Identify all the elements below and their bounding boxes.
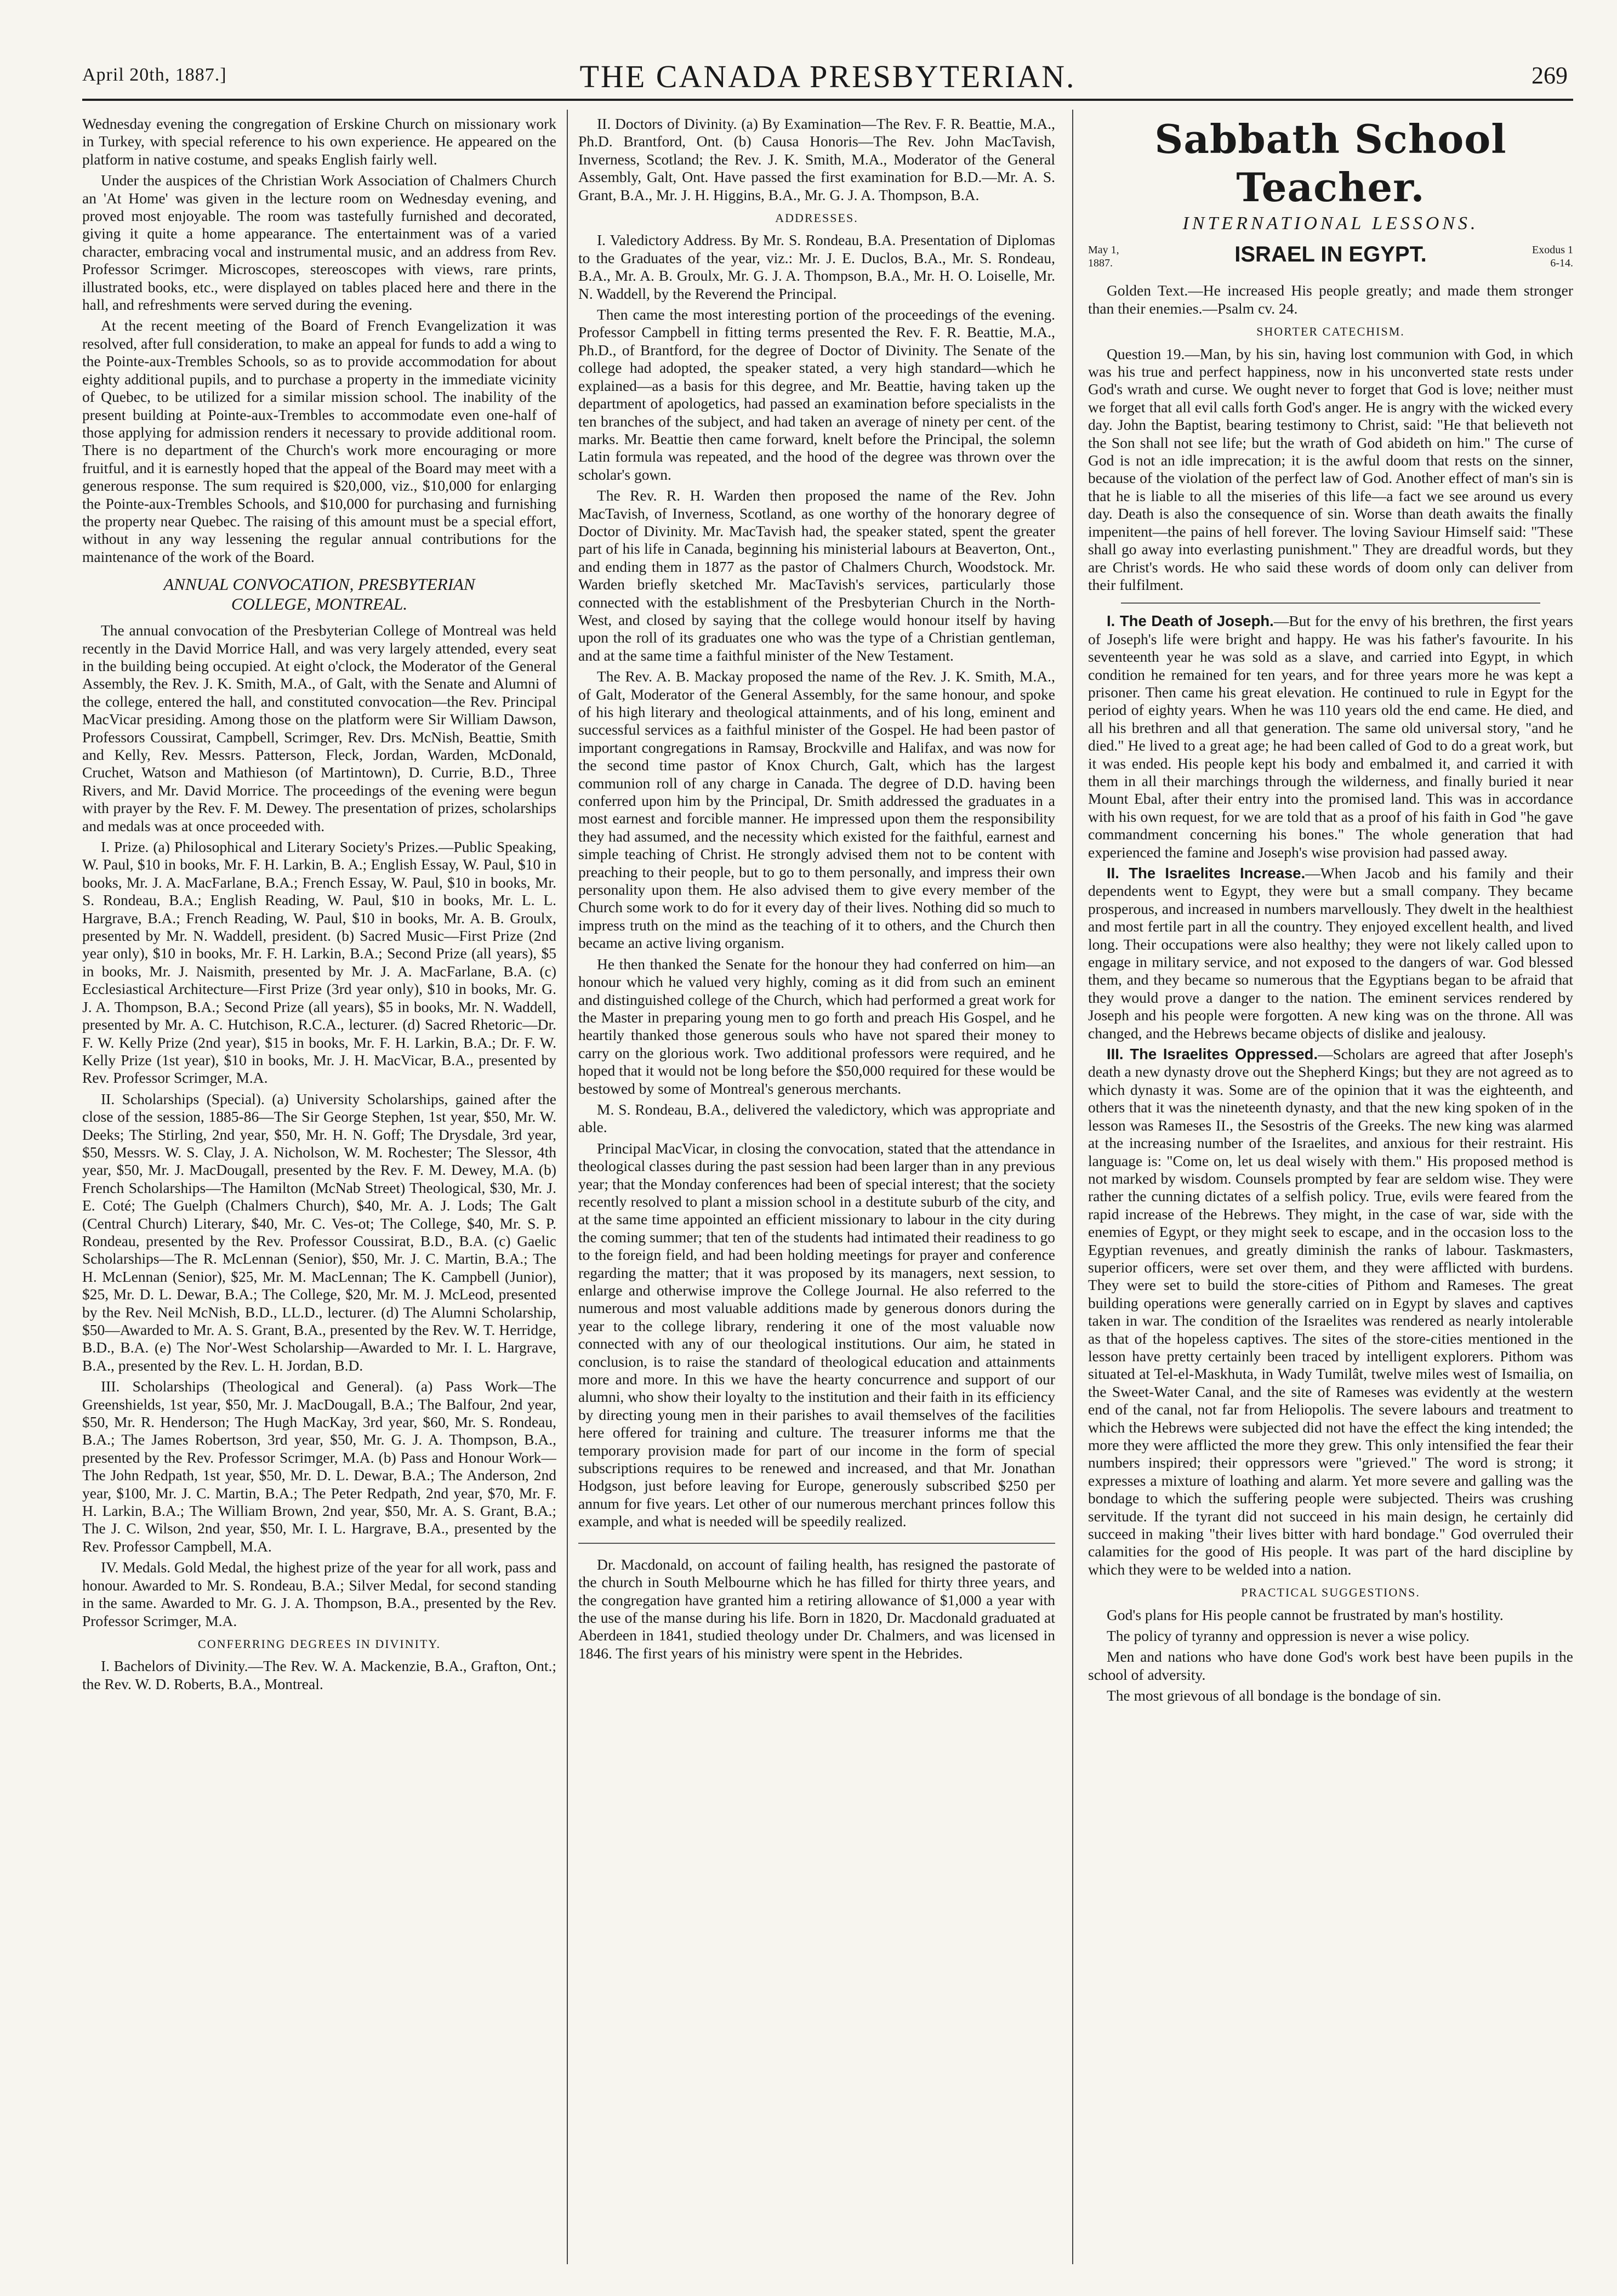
golden-text: Golden Text.—He increased His people greatly; and made them stronger than their enemies.—Psalm cv. 24. — [1088, 282, 1573, 317]
paragraph: II. Doctors of Divinity. (a) By Examination—The Rev. F. R. Beattie, M.A., Ph.D. Brantford, Ont. (b) Causa Honoris—The Rev. John MacTavish, Inverness, Scotland; the Rev. J. K. Smith, M.A., Moderator of the General Assembly, Galt, Ont. Have passed the first examination for B.D.—Mr. A. S. Grant, B.A., Mr. J. H. Higgins, B.A., Mr. G. J. A. Thompson, B.A. — [578, 115, 1055, 203]
paragraph: Question 19.—Man, by his sin, having lost communion with God, in which was his true and perfect happiness, now in his unconverted state rests under God's wrath and curse. We ought never to forget that God is love; neither must we forget that all evil calls forth God's anger. He is angry with the wicked every day. John the Baptist, bearing testimony to Christ, said: "He that believeth not the Son shall not see life; but the wrath of God abideth on him." The curse of God is not an idle imprecation; it is the awful doom that rests on the sinner, because of the violation of the perfect law of God. Another effect of man's sin is that he is liable to all the miseries of this life—a fact we see around us every day. Death is also the consequence of sin. Worse than death awaits the finally impenitent—the pains of hell forever. The loving Saviour Himself said: "These shall go away into everlasting punishment." They are dreadful words, but they are Christ's words. He who said these words of doom only can deliver from their fulfilment. — [1088, 345, 1573, 593]
paragraph: Principal MacVicar, in closing the convocation, stated that the attendance in theological classes during the past session had been larger than in any previous year; that the Monday conferences had been of special interest; that the society recently resolved to plant a mission school in a destitute suburb of the city, and at the same time appointed an efficient missionary to labour in the city during the coming summer; that ten of the students had intimated their readiness to go to the foreign field, and had been holding meetings for prayer and conference regarding the matter; that it was proposed by its managers, next session, to enlarge and otherwise improve the College Journal. He also referred to the numerous and most valuable additions made by generous donors during the year to the college library, rendering it one of the most valuable now connected with any of our theological institutions. Our aim, he stated in conclusion, is to raise the standard of theological education and attainments more and more. In this we have the hearty concurrence and support of our alumni, who show their loyalty to the institution and their faith in its efficiency by directing young men in their parishes to avail themselves of the facilities here offered for training and culture. The treasurer informs me that the temporary provision made for part of our income in the form of special subscriptions requires to be renewed and increased, and that Mr. Jonathan Hodgson, just before leaving for Europe, generously subscribed $250 per annum for five years. Let other of our numerous merchant princes follow this example, and what is needed will be speedily realized. — [578, 1139, 1055, 1530]
paragraph: I. Valedictory Address. By Mr. S. Rondeau, B.A. Presentation of Diplomas to the Graduates of the year, viz.: Mr. J. E. Duclos, B.A., Mr. S. Rondeau, B.A., Mr. A. B. Groulx, Mr. G. J. A. Thompson, B.A., Mr. H. O. Loiselle, Mr. N. Waddell, by the Reverend the Principal. — [578, 231, 1055, 302]
paragraph: Dr. Macdonald, on account of failing health, has resigned the pastorate of the church in South Melbourne which he has filled for thirty three years, and the congregation have granted him a retiring allowance of $1,000 a year with the use of the manse during his life. Born in 1820, Dr. Macdonald graduated at Aberdeen in 1841, studied theology under Dr. Chalmers, and was licensed in 1846. The first years of his ministry were spent in the Hebrides. — [578, 1555, 1055, 1662]
lesson-reference — [1532, 243, 1573, 270]
paragraph: Then came the most interesting portion of the proceedings of the evening. Professor Campbell in fitting terms presented the Rev. F. R. Beattie, M.A., Ph.D., of Brantford, for the degree of Doctor of Divinity. The Senate of the college had adopted, the speaker stated, a very high standard—which he explained—as a basis for this degree, and Mr. Beattie, having taken up the department of apologetics, had passed an examination before specialists in the ten branches of the subject, and had taken an average of ninety per cent. of the marks. Mr. Beattie then came forward, knelt before the Principal, the solemn Latin formula was repeated, and the hood of the degree was thrown over the scholar's gown. — [578, 306, 1055, 483]
paragraph: M. S. Rondeau, B.A., delivered the valedictory, which was appropriate and able. — [578, 1100, 1055, 1136]
lesson-point-heading: II. The Israelites Increase. — [1107, 865, 1306, 882]
issue-date: April 20th, 1887.] — [82, 65, 227, 85]
section-title-line: COLLEGE, MONTREAL. — [231, 594, 408, 614]
lesson-date-line: 1887. — [1088, 257, 1113, 270]
paragraph-text: —But for the envy of his brethren, the first years of Joseph's life were bright and happy. He was his father's favourite. In his seventeenth year he was sold as a slave, and carried into Egypt, in which condition he remained for ten years, and for three years more he was kept a prisoner. Then came his great elevation. He continued to rule in Egypt for the period of eighty years. When he was 110 years old the end came. He died, and all his brethren and all that generation. The same old universal story, "and he died." He lived to a great age; he had been called of God to do a great work, but it was ended. His people kept his body and embalmed it, and carried it with them in all their marchings through the wilderness, and finally buried it near Mount Ebal, after their entry into the promised land. This was in accordance with his own request, for we are told that as a proof of his faith in God "he gave commandment concerning his bones." The whole generation that had experienced the famine and Joseph's wise provision had passed away. — [1088, 612, 1573, 861]
column-divider — [567, 110, 568, 2264]
divider — [1121, 603, 1540, 604]
subheading: PRACTICAL SUGGESTIONS. — [1241, 1585, 1420, 1600]
section-title — [82, 575, 556, 614]
paragraph: Under the auspices of the Christian Work Association of Chalmers Church an 'At Home' was given in the lecture room on Wednesday evening, and proved most enjoyable. The room was tastefully furnished and decorated, giving it quite a home appearance. The entertainment was of a varied character, embracing vocal and instrumental music, and an address from Rev. Professor Scrimger. Microscopes, stereoscopes with views, rare prints, illustrated books, etc., were displayed on tables placed here and there in the hall, and refreshments were served during the evening. — [82, 172, 556, 314]
paragraph: The Rev. A. B. Mackay proposed the name of the Rev. J. K. Smith, M.A., of Galt, Moderator of the General Assembly, for the same honour, and spoke of his high literary and theological attainments, and of his long, eminent and successful services as a faithful minister of the Gospel. He had been pastor of important congregations in Ramsay, Brockville and Halifax, and was now for the second time pastor of Knox Church, Galt, which has the largest communion roll of any charge in Canada. The degree of D.D. having been conferred upon him by the Principal, Dr. Smith addressed the graduates in a most earnest and forcible manner. He impressed upon them the responsibility they had assumed, and the necessity which existed for the faithful, earnest and simple teaching of Christ. He strongly advised them not to be content with preaching to their people, but to go to them personally, and impress their own personality upon them. He also advised them to give every member of the Church some work to do for it every day of their lives. Nothing did so much to impress truth on the mind as the teaching of it to others, and the Church then became an active living organism. — [578, 668, 1055, 952]
suggestion: The most grievous of all bondage is the bondage of sin. — [1107, 1687, 1442, 1704]
paragraph-text: —Scholars are agreed that after Joseph's death a new dynasty drove out the Shepherd Kings; but they are not agreed as to which dynasty it was. Some are of the opinion that it was the eighteenth, and others that it was the nineteenth dynasty, and that the new king spoken of in the lesson was Rameses II., the Sesostris of the Greeks. The new king was alarmed at the increasing number of the Israelites, and anxious for their restraint. His language is: "Come on, let us deal wisely with them." His proposed method is not marked by wisdom. Counsels prompted by fear are seldom wise. They were rather the cunning dictates of a selfish policy. True, evils were feared from the rapid increase of the Hebrews. They might, in the case of war, side with the enemies of Egypt, or they might seek to escape, and in the occasion loss to the Egyptian revenues, and greatly diminish the ranks of labour. Taskmasters, superior officers, were set over them, and they were afflicted with burdens. They were set to build the store-cities of Pithom and Rameses. The great building operations were generally carried on in Egypt by slaves and captives taken in war. The condition of the Israelites was rendered as nearly intolerable as that of the hopeless captives. The sites of the store-cities mentioned in the lesson have pretty certainly been traced by intelligent explorers. Pithom was situated at Tel-el-Maskhuta, in Wady Tumilât, twelve miles west of Ismailia, on the Sweet-Water Canal, and the site of Rameses was evidently at the western end of the canal, not far from Heliopolis. The severe labours and treatment to which the Hebrews were subjected did not have the effect the king intended; the more they were afflicted the more they grew. This only intensified the fear their numbers inspired; their oppressors were "grieved." The word is strong; it expresses a mixture of loathing and alarm. Yet more severe and galling was the bondage to which the suffering people were subjected. Theirs was crushing servitude. If the tyrant did not succeed in his main design, he certainly did succeed in making "their lives bitter with hard bondage." God overruled their calamities for the good of His people. It was part of the hard discipline by which they were to be welded into a nation. — [1088, 1045, 1573, 1578]
lesson-point-heading: I. The Death of Joseph. — [1107, 612, 1274, 630]
paragraph: The Rev. R. H. Warden then proposed the name of the Rev. John MacTavish, of Inverness, Scotland, as one worthy of the honorary degree of Doctor of Divinity. Mr. MacTavish had, the speaker stated, spent the greater part of his life in Canada, beginning his ministerial labours at Beaverton, Ont., and ending them in 1877 as the pastor of Chalmers Church, Woodstock. Mr. Warden briefly sketched Mr. MacTavish's services, particularly those connected with the establishment of the Presbyterian Church in the North-West, and closed by saying that the college would honour itself by having upon the roll of its graduates one who was the type of a Christian gentleman, and at the same time a faithful minister of the New Testament. — [578, 487, 1055, 664]
paragraph — [1088, 1045, 1573, 1578]
suggestion: God's plans for His people cannot be frustrated by man's hostility. — [1107, 1606, 1504, 1623]
paragraph: I. Bachelors of Divinity.—The Rev. W. A. Mackenzie, B.A., Grafton, Ont.; the Rev. W. D. Roberts, B.A., Montreal. — [82, 1657, 556, 1692]
lesson-title: ISRAEL IN EGYPT. — [1234, 242, 1427, 267]
column-left — [82, 115, 556, 2264]
section-subtitle: INTERNATIONAL LESSONS. — [1182, 213, 1479, 234]
lesson-reference-line: Exodus 1 — [1532, 244, 1573, 257]
paragraph: I. Prize. (a) Philosophical and Literary Society's Prizes.—Public Speaking, W. Paul, $10 in books, Mr. F. H. Larkin, B. A.; English Essay, W. Paul, $10 in books, Mr. J. A. MacFarlane, B.A.; French Essay, W. Paul, $10 in books, Mr. S. Rondeau, B.A.; English Reading, W. Paul, $10 in books, Mr. L. L. Hargrave, B.A.; French Reading, W. Paul, $10 in books, Mr. A. B. Groulx, presented by Mr. N. Waddell, president. (b) Sacred Music—First Prize (2nd year only), $10 in books, Mr. F. H. Larkin, B.A.; Second Prize (all years), $5 in books, Mr. J. Naismith, presented by Mr. J. A. MacFarlane, B.A. (c) Ecclesiastical Architecture—First Prize (3rd year only), $10 in books, Mr. G. J. A. Thompson, B.A.; Second Prize (all years), $5 in books, Mr. N. Waddell, presented by Mr. A. C. Hutchison, R.C.A., lecturer. (d) Sacred Rhetoric—Dr. F. W. Kelly Prize (2nd year), $15 in books, Mr. F. H. Larkin, B.A.; Dr. F. W. Kelly Prize (1st year), $10 in books, Mr. J. H. MacVicar, B.A., presented by Rev. Professor Scrimger, M.A. — [82, 838, 556, 1087]
suggestion: Men and nations who have done God's work best have been pupils in the school of adversity. — [1088, 1648, 1573, 1683]
divider — [578, 1543, 1055, 1544]
column-right — [1088, 115, 1573, 2264]
page-header — [82, 55, 1573, 101]
column-middle — [578, 115, 1055, 2264]
newspaper-page — [82, 55, 1573, 2270]
paragraph — [1088, 865, 1573, 1042]
paragraph: Wednesday evening the congregation of Erskine Church on missionary work in Turkey, with special reference to his own experience. He appeared on the platform in native costume, and speaks English fairly well. — [82, 115, 556, 168]
paragraph: IV. Medals. Gold Medal, the highest prize of the year for all work, pass and honour. Awarded to Mr. S. Rondeau, B.A.; Silver Medal, for second standing in the same. Awarded to Mr. G. J. A. Thompson, B.A., presented by the Rev. Professor Scrimger, M.A. — [82, 1559, 556, 1629]
paragraph: II. Scholarships (Special). (a) University Scholarships, gained after the close of the session, 1885-86—The Sir George Stephen, 1st year, $50, Mr. W. Deeks; The Stirling, 2nd year, $50, Mr. H. N. Goff; The Drysdale, 3rd year, $50, Messrs. W. S. Clay, J. A. Nicholson, W. M. Rochester; The Slessor, 4th year, $50, Mr. J. MacDougall, presented by the Rev. F. M. Dewey, M.A. (b) French Scholarships—The Hamilton (McNab Street) Theological, $30, Mr. J. E. Coté; The Guelph (Chalmers Church), $40, Mr. A. J. Lods; The Galt (Central Church) Literary, $40, Mr. C. Ves-ot; The College, $40, Mr. S. P. Rondeau, presented by the Rev. Professor Coussirat, B.D., B.A. (c) Gaelic Scholarships—The R. McLennan (Senior), $50, Mr. J. C. Martin, B.A.; The H. McLennan (Senior), $25, Mr. M. MacLennan; The K. Campbell (Junior), $25, Mr. D. L. Dewar, B.A.; The College, $20, Mr. M. J. McLeod, presented by the Rev. Neil McNish, B.D., LL.D., lecturer. (d) The Alumni Scholarship, $50—Awarded to Mr. A. S. Grant, B.A., presented by the Rev. W. T. Herridge, B.D., B.A. (e) The Nor'-West Scholarship—Awarded to Mr. I. L. Hargrave, B.A., presented by the Rev. L. H. Jordan, B.D. — [82, 1090, 556, 1374]
masthead-title: THE CANADA PRESBYTERIAN. — [579, 59, 1076, 94]
paragraph: He then thanked the Senate for the honour they had conferred on him—an honour which he valued very highly, coming as it did from such an eminent and distinguished college of the Church, which had performed a great work for the Master in preparing young men to go forth and preach His Gospel, and he heartily thanked those generous souls who have not spared their money to carry on the glorious work. Two additional professors were required, and he hoped that it would not be long before the $50,000 required for these would be bestowed by some of Montreal's generous merchants. — [578, 955, 1055, 1097]
subheading: SHORTER CATECHISM. — [1256, 325, 1405, 339]
lesson-reference-line: 6-14. — [1550, 257, 1573, 270]
paragraph: At the recent meeting of the Board of French Evangelization it was resolved, after full consideration, to make an appeal for funds to add a wing to the Pointe-aux-Trembles Schools, so as to provide accommodation for about eighty additional pupils, and to purchase a property in the immediate vicinity of Quebec, to be utilized for a similar mission school. The inability of the present building at Pointe-aux-Trembles to accommodate even one-half of those applying for admission renders it necessary to provide additional room. There is no department of the Church's work more encouraging or more fruitful, and it is earnestly hoped that the appeal of the Board may meet with a generous response. The sum required is $20,000, viz., $10,000 for enlarging the Pointe-aux-Trembles Schools, and $10,000 for purchasing and furnishing the property near Quebec. The raising of this amount must be a special effort, without in any way lessening the regular annual contributions for the maintenance of the work of the Board. — [82, 317, 556, 565]
paragraph — [1088, 612, 1573, 861]
paragraph: The annual convocation of the Presbyterian College of Montreal was held recently in the David Morrice Hall, and was very largely attended, every seat in the building being occupied. At eight o'clock, the Moderator of the General Assembly, the Rev. J. K. Smith, M.A., of Galt, with the Senate and Alumni of the college, entered the hall, and constituted convocation—the Rev. Principal MacVicar presiding. Among those on the platform were Sir William Dawson, Professors Coussirat, Campbell, Scrimger, Rev. Drs. McNish, Beattie, Smith and Kelly, Rev. Messrs. Patterson, Fleck, Jordan, Warden, McDonald, Cruchet, Watson and Mathieson (of Martintown), D. Currie, B.D., Three Rivers, and Mr. David Morrice. The proceedings of the evening were begun with prayer by the Rev. F. M. Dewey. The presentation of prizes, scholarships and medals was at once proceeded with. — [82, 622, 556, 834]
lesson-date-line: May 1, — [1088, 244, 1119, 257]
paragraph: III. Scholarships (Theological and General). (a) Pass Work—The Greenshields, 1st year, $50, Mr. J. MacDougall, B.A.; The Balfour, 2nd year, $50, Mr. R. Henderson; The Hugh MacKay, 3rd year, $60, Mr. S. Rondeau, B.A.; The James Robertson, 3rd year, $50, Mr. G. J. A. Thompson, B.A., presented by the Rev. Professor Scrimger, M.A. (b) Pass and Honour Work—The John Redpath, 1st year, $50, Mr. D. L. Dewar, B.A.; The Anderson, 2nd year, $100, Mr. J. C. Martin, B.A.; The Peter Redpath, 2nd year, $70, Mr. F. H. Larkin, B.A.; The William Brown, 2nd year, $50, Mr. A. S. Grant, B.A.; The J. C. Wilson, 2nd year, $50, Mr. I. L. Hargrave, B.A., presented by the Rev. Professor Campbell, M.A. — [82, 1378, 556, 1555]
column-divider — [1072, 110, 1073, 2264]
section-title-line: ANNUAL CONVOCATION, PRESBYTERIAN — [163, 575, 475, 594]
subheading: ADDRESSES. — [775, 211, 858, 225]
paragraph-text: —When Jacob and his family and their dependents went to Egypt, they were but a small company. They became prosperous, and increased in numbers marvellously. They dwelt in the healthiest and most fertile part in all the country. They enjoyed excellent health, and lived long. Their occupations were also healthy; they were not likely called upon to engage in military service, and not exposed to the dangers of war. God blessed them, and they became so numerous that the Egyptians began to be afraid that they would prove a danger to the nation. The eminent services rendered by Joseph and his people were forgotten. A new king was on the throne. All was changed, and the Hebrews became objects of dislike and jealousy. — [1088, 865, 1573, 1042]
suggestion: The policy of tyranny and oppression is never a wise policy. — [1107, 1627, 1470, 1645]
lesson-point-heading: III. The Israelites Oppressed. — [1107, 1045, 1318, 1063]
lesson-header — [1088, 241, 1573, 276]
subheading: CONFERRING DEGREES IN DIVINITY. — [198, 1636, 441, 1651]
page-number: 269 — [1531, 62, 1568, 89]
section-masthead: Sabbath School Teacher. — [1154, 116, 1507, 211]
